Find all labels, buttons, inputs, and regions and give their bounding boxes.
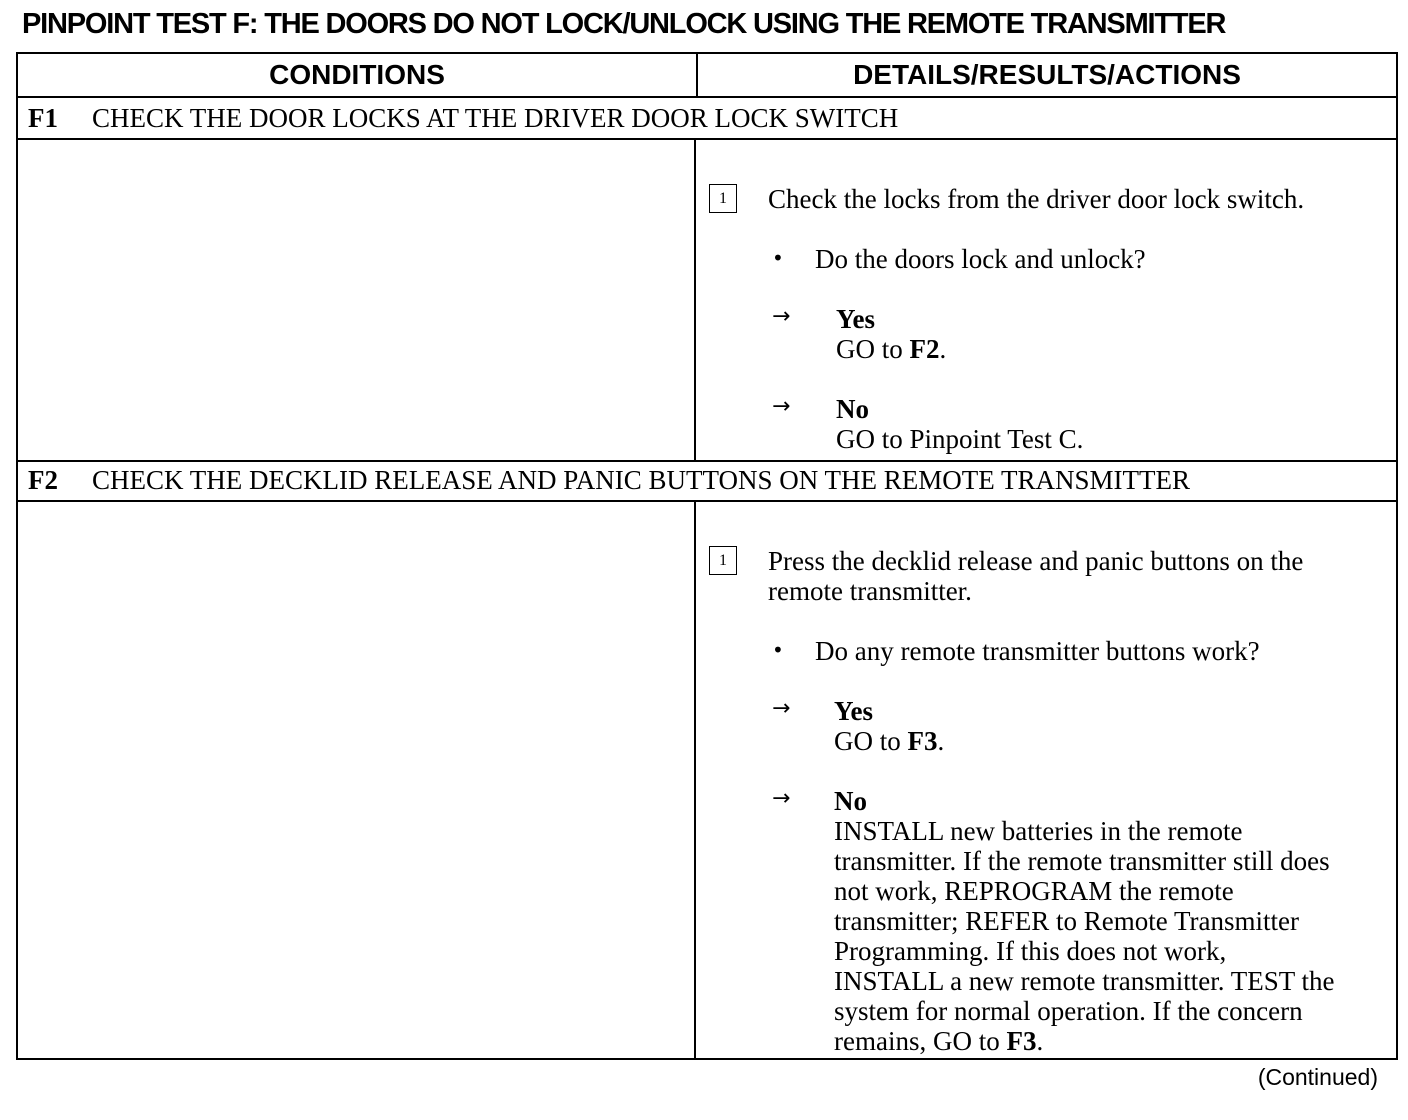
column-divider bbox=[694, 140, 696, 460]
f2-no-action-line: transmitter; REFER to Remote Transmitter bbox=[834, 906, 1299, 936]
page-title: PINPOINT TEST F: THE DOORS DO NOT LOCK/UNLOCK USING THE REMOTE TRANSMITTER bbox=[22, 8, 1226, 40]
f2-step-text-line-2: remote transmitter. bbox=[768, 576, 972, 606]
f1-yes-action: GO to F2. bbox=[836, 334, 947, 364]
f2-no-action-line: system for normal operation. If the concern bbox=[834, 996, 1303, 1026]
f1-no-arrow-icon: → bbox=[772, 394, 791, 419]
f1-no-label: No bbox=[836, 394, 869, 424]
f2-no-action-line: not work, REPROGRAM the remote bbox=[834, 876, 1234, 906]
f1-body-row bbox=[18, 140, 1396, 462]
f2-step-number-box: 1 bbox=[709, 546, 737, 575]
f1-step-id: F1 bbox=[28, 102, 58, 133]
f1-yes-arrow-icon: → bbox=[772, 304, 791, 329]
f1-no-action: GO to Pinpoint Test C. bbox=[836, 424, 1084, 454]
f2-no-label: No bbox=[834, 786, 867, 816]
f1-question: Do the doors lock and unlock? bbox=[815, 244, 1146, 274]
f2-step-id: F2 bbox=[28, 464, 58, 495]
f2-no-action-line: Programming. If this does not work, bbox=[834, 936, 1227, 966]
f1-step-text: Check the locks from the driver door lock switch. bbox=[768, 184, 1305, 214]
f2-heading-row bbox=[18, 460, 1396, 502]
pinpoint-table bbox=[16, 52, 1398, 1060]
f2-no-action-line: INSTALL new batteries in the remote bbox=[834, 816, 1243, 846]
f2-yes-arrow-icon: → bbox=[772, 696, 791, 721]
f2-body-row bbox=[18, 502, 1396, 1058]
f1-heading: CHECK THE DOOR LOCKS AT THE DRIVER DOOR LOCK SWITCH bbox=[92, 102, 899, 133]
f2-no-arrow-icon: → bbox=[772, 786, 791, 811]
conditions-header: CONDITIONS bbox=[18, 54, 698, 96]
details-header: DETAILS/RESULTS/ACTIONS bbox=[853, 59, 1241, 90]
f2-heading: CHECK THE DECKLID RELEASE AND PANIC BUTTONS ON THE REMOTE TRANSMITTER bbox=[92, 464, 1191, 495]
f2-yes-label: Yes bbox=[834, 696, 873, 726]
f1-heading-row bbox=[18, 98, 1396, 140]
f2-step-text-line-1: Press the decklid release and panic buttons on the bbox=[768, 546, 1304, 576]
f2-no-action-line: remains, GO to F3. bbox=[834, 1026, 1044, 1056]
f2-yes-action: GO to F3. bbox=[834, 726, 945, 756]
f2-no-action-line: transmitter. If the remote transmitter still does bbox=[834, 846, 1330, 876]
f1-step-number-box: 1 bbox=[709, 184, 737, 213]
f2-question: Do any remote transmitter buttons work? bbox=[815, 636, 1260, 666]
f2-no-action-line: INSTALL a new remote transmitter. TEST the bbox=[834, 966, 1335, 996]
f1-yes-label: Yes bbox=[836, 304, 875, 334]
continued-label: (Continued) bbox=[1257, 1064, 1378, 1090]
f2-no-action bbox=[834, 816, 1334, 1056]
f2-bullet-icon: • bbox=[772, 638, 784, 662]
table-header-row bbox=[18, 54, 1396, 98]
column-divider bbox=[694, 502, 696, 1058]
f1-bullet-icon: • bbox=[772, 246, 784, 270]
